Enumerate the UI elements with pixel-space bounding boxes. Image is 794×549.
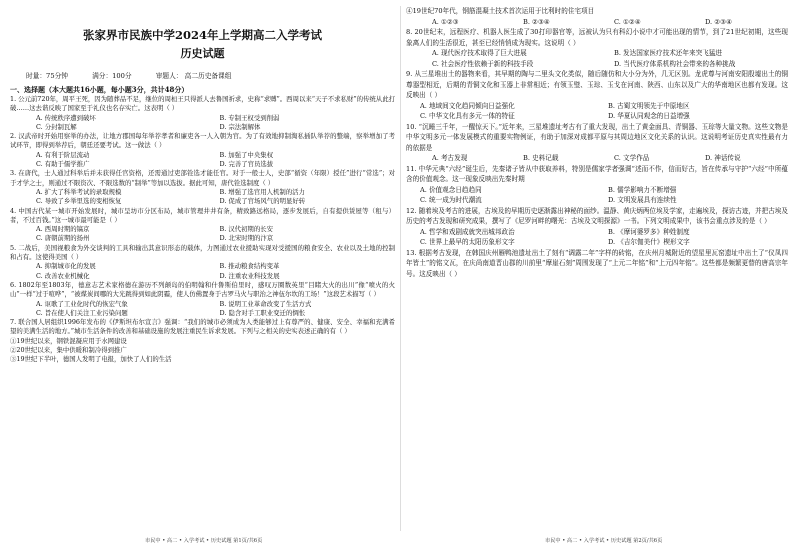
answer-option: B. 发达国家医疗技术还年来突飞猛进	[614, 49, 722, 57]
answer-option: B. 增强了选官用人机制的活力	[219, 187, 305, 196]
answer-option: D. 当代医疗体系机构社会带来的各种挑战	[614, 59, 736, 68]
answer-option: C. 文学作品	[614, 154, 650, 162]
answer-option: B. 推动粮食结构变革	[219, 262, 280, 271]
answer-option: C. 社会医疗性依赖于新的科技手段	[432, 59, 534, 68]
column-divider	[400, 6, 401, 531]
answer-option: B. 专制王权受到削弱	[219, 113, 280, 122]
answer-option: A. 现代医疗技术取得了巨大进展	[432, 49, 527, 57]
answer-option: B. 加强了中央集权	[219, 150, 273, 159]
answer-option: C. 旨在使人们关注工业污染问题	[36, 308, 128, 317]
question-text: 11. 中华元典“六经”诞生后，先秦诸子皆从中获取养料，特别是儒家学者强调“述而不作，信而好古，旨在传承与守护“六经”中所蕴含的价值观念。这一现象反映出先秦时期	[406, 164, 788, 183]
answer-option: D. 北宋时期的汴京	[219, 234, 274, 243]
answer-option: A. 考古发现	[432, 154, 468, 162]
answer-option: C. 唐朝前期的扬州	[36, 234, 90, 243]
answer-option: A. 价值观念日趋趋同	[420, 185, 482, 194]
exam-meta	[26, 71, 395, 81]
answer-option: A. 西周时期的镐京	[36, 225, 90, 234]
question-text: 8. 20世纪末，远程医疗、机器人医生成了30打印器官等，远被认为只有科幻小说中才可能出现的情节，到了21世纪初期，这些现象离人们的生活很近，甚至已经悄悄成为现实。这说明（ ）	[406, 28, 788, 47]
answer-option: D. 注重农业科技发展	[219, 271, 280, 280]
answer-option: A. 有利于阶层流动	[36, 150, 90, 159]
question-block	[10, 244, 395, 281]
question-text: 2. 汉武帝时开始用察举的办法，让地方郡国每年举荐孝者和廉吏各一人入朝为官。为了有效地抑制淘私插队举荐的整端，察举增加了考试环节，即得到举荐后，朝廷还要考试。这一做法（ ）	[10, 132, 395, 150]
exam-title: 张家界市民族中学2024年上学期高二入学考试	[82, 28, 322, 42]
answer-options	[10, 300, 395, 319]
question-text: ③19世纪下半叶，德国人发明了电报，加快了人们的生活	[10, 355, 172, 364]
answer-option: B. 汉代初期的长安	[219, 225, 273, 234]
answer-option: D. 神话传说	[705, 154, 741, 162]
answer-option: D. 《吉尔伽美什》楔形文字	[608, 238, 690, 246]
answer-option: D. 宗法制解体	[219, 122, 261, 131]
answer-option: A. ①②③	[432, 17, 459, 26]
question-text: 1. 公元前720年，周平王死，因为随葬品不足，继位的周桓王只得派人去鲁国祈求，史称“求赙”。西周以来“天子不求私财”的传统从此打破……这去谐反映了国家至于礼仪也名存实亡。这表明（ ）	[10, 95, 395, 113]
question-block	[10, 318, 395, 364]
answer-option: A. 抑制城市化的发展	[36, 262, 96, 271]
answer-option: C. ①②④	[614, 17, 641, 26]
question-text: 3. 在唐代，士人通过科举后并未获得任官资格，还需通过吏部铨选才能任官。对于一般士人，史部“循资（年限）授任”进行“常选”；对于才学之士，则通过不限资次、不限选数的“制举”等加以选拔。据此可知，唐代铨选制度（ ）	[10, 169, 395, 187]
question-text: 12. 随着埃及考古的进展，古埃及的早期历史逐渐露出神秘的面纱。温静、黄庆炳两位埃及学家，走遍埃及，探访古迹，并把古埃及历史的考古发现和研究成果，撰写了《尼罗河畔的曙光：古埃及文明探源》一书。下列文明成果中，该书会重点涉及的是（ ）	[406, 206, 788, 225]
answer-option: C. 导致了乡举里选的变相恢复	[36, 197, 122, 206]
question-block	[406, 248, 788, 280]
answer-options	[406, 185, 788, 206]
answer-option: A. 传统秩序遭到破坏	[36, 113, 96, 122]
answer-options	[406, 153, 788, 164]
answer-options	[406, 17, 788, 28]
left-column	[10, 6, 395, 531]
answer-options	[10, 188, 395, 207]
answer-option: D. 完善了官员选拔	[219, 160, 274, 169]
answer-options	[10, 262, 395, 281]
answer-option: A. 地域间文化趋同倾向日益强化	[420, 101, 515, 110]
answer-option: A. 讴歌了工业化时代的恢宏气象	[36, 299, 128, 308]
page-footer-left: 市民中 • 高二 • 入学考试 • 历史试题 第1页/共6页	[145, 538, 263, 544]
exam-reviewer: 审题人： 高二历史备课组	[155, 72, 232, 80]
answer-option: B. 史料记载	[523, 154, 559, 162]
question-text: 4. 中国古代某一城市开始发展时，城市呈坊市分区布局，城市管理井井有条，精致路远格局，逐步发展后，自有提供赁屋等（租与）者，不过百钱。”这一城市最可能是（ ）	[10, 206, 395, 224]
answer-option: C. 有助于儒学推广	[36, 160, 90, 169]
section-heading: 一、选择题（本大题共16小题，每小题3分，共计48分）	[10, 85, 189, 94]
answer-options	[10, 114, 395, 133]
question-block	[406, 206, 788, 248]
answer-option: C. 分封制瓦解	[36, 122, 77, 131]
answer-options	[406, 101, 788, 122]
answer-option: D. 华夏认同观念的日益增强	[608, 112, 690, 120]
question-text: ①19世纪以来，钢铁混凝应用于水网建设	[10, 336, 127, 345]
answer-options	[10, 151, 395, 170]
answer-option: D. 隐含对手工职业变迁的惆怅	[219, 308, 306, 317]
question-block	[10, 169, 395, 206]
exam-time: 时量：75分钟	[26, 72, 68, 80]
question-block	[10, 132, 395, 169]
question-text: 10. “沉睡三千年，一醒惊天下。”近年来，三星堆遗址考古有了重大发现，出土了黄金面具、青铜器、玉琮等大量文物。这些文物是中华文明多元一体发展模式的重要实物例证，有助于加深对成都平原与其周边地区文化关系的认识。这说明考证历史真实性最有力的依据是	[406, 122, 788, 152]
question-text: 13. 根据考古发现，在韩国庆州雁鸭池遗址出土了刻有“调露二年”字样的砖铭，在庆州月城附近的望星里瓦窑遗址中出土了“仪凤四年皆土”的铭文瓦，在庆尚南道晋山郡的川前里“摩崖石刻”周围发现了“上元二年铭”和“上元四年铭”。这些都是频繁更替的唐高宗年号。这反映出（ ）	[406, 248, 788, 278]
answer-options	[406, 227, 788, 248]
right-question-list	[406, 6, 788, 279]
subject-title: 历史试题	[180, 47, 225, 60]
question-text: ②20世纪以来，集中供暖和制冷得到推广	[10, 346, 127, 355]
answer-options	[10, 225, 395, 244]
answer-option: B. 儒学影响力不断增强	[608, 185, 677, 194]
answer-option: C. 改善农业机械化	[36, 271, 90, 280]
answer-options	[406, 48, 788, 69]
question-block	[406, 6, 788, 27]
answer-option: D. 文明发展具有连续性	[608, 196, 677, 204]
answer-option: B. 古蜀文明领先于中原地区	[608, 101, 690, 110]
question-block	[406, 69, 788, 122]
question-block	[10, 281, 395, 318]
left-question-list	[10, 95, 395, 365]
answer-option: A. 哲学和戏剧成就突出城邦政治	[420, 227, 515, 236]
answer-option: C. 世界上最早的太阳历象形文字	[420, 238, 515, 246]
question-text: ④19世纪70年代，钢筋混凝土技术首次运用于比利时的住宅项目	[406, 7, 595, 15]
question-block	[406, 122, 788, 164]
answer-option: B. 《摩诃婆罗多》种姓制度	[608, 227, 690, 236]
exam-score: 满分：100分	[92, 72, 132, 80]
page-footer-right: 市民中 • 高二 • 入学考试 • 历史试题 第2页/共6页	[545, 538, 663, 544]
question-text: 6. 1802年至1803年，德意志艺术家格德在游历不列颠岛的伯明翰和什鲁斯伯里时，感叹万圈数英里“目睹大火的出川”像“喷火的火山”一样“过于喧哗”，“被煤炭间哪的大光跳得到如此阴霾，使人仿佛置身于古罗马火与职治之神伍尔坎的工场！”这段艺术描写（ ）	[10, 280, 395, 299]
answer-option: B. 说明工业革命改变了生活方式	[219, 299, 312, 308]
answer-option: C. 统一成为时代潮流	[420, 196, 482, 204]
question-block	[406, 27, 788, 69]
answer-option: B. ②③④	[523, 17, 550, 26]
right-column	[406, 6, 788, 531]
question-text: 7. 联合国人居组织1996年发布的《伊斯坦布尔宣言》强调：“我们的城市必须成为人类能够过上有尊严的、健康、安全、幸福和充满希望的美满生活的地方。”城市生活条件的改善和基础设施的发展注重民生诉求发展。下列与之相关的史实表述正确的有（ ）	[10, 318, 395, 336]
question-block	[10, 207, 395, 244]
question-text: 9. 从三星堆出土的器物来看，其早期的陶与二里头文化类似，随后随仿和大小分为外，几无区别。龙虎尊与河南安阳殷墟出土的铜尊器型相近，后期的青铜文化和玉器上非常相近；有领玉璧、玉琮、玉戈在河南、陕西、山东以及广大的华南地区也都有发现。这反映出（ ）	[406, 70, 788, 99]
question-block	[10, 95, 395, 132]
question-block	[406, 164, 788, 206]
answer-option: D. ②③④	[705, 17, 732, 26]
question-text: 5. 二战后，美国视粮食为外交谈判的工具和输出其意识形态的载体，力图通过农业援助实现对受援国的粮食安全、农业以及土地的控制和占有。这使得美国（ ）	[10, 243, 395, 262]
answer-option: D. 促成了官场风气的明显好转	[219, 197, 306, 206]
answer-option: A. 扩大了科举考试的录取规模	[36, 187, 122, 196]
answer-option: C. 中华文化具有多元一体的特征	[420, 112, 515, 120]
